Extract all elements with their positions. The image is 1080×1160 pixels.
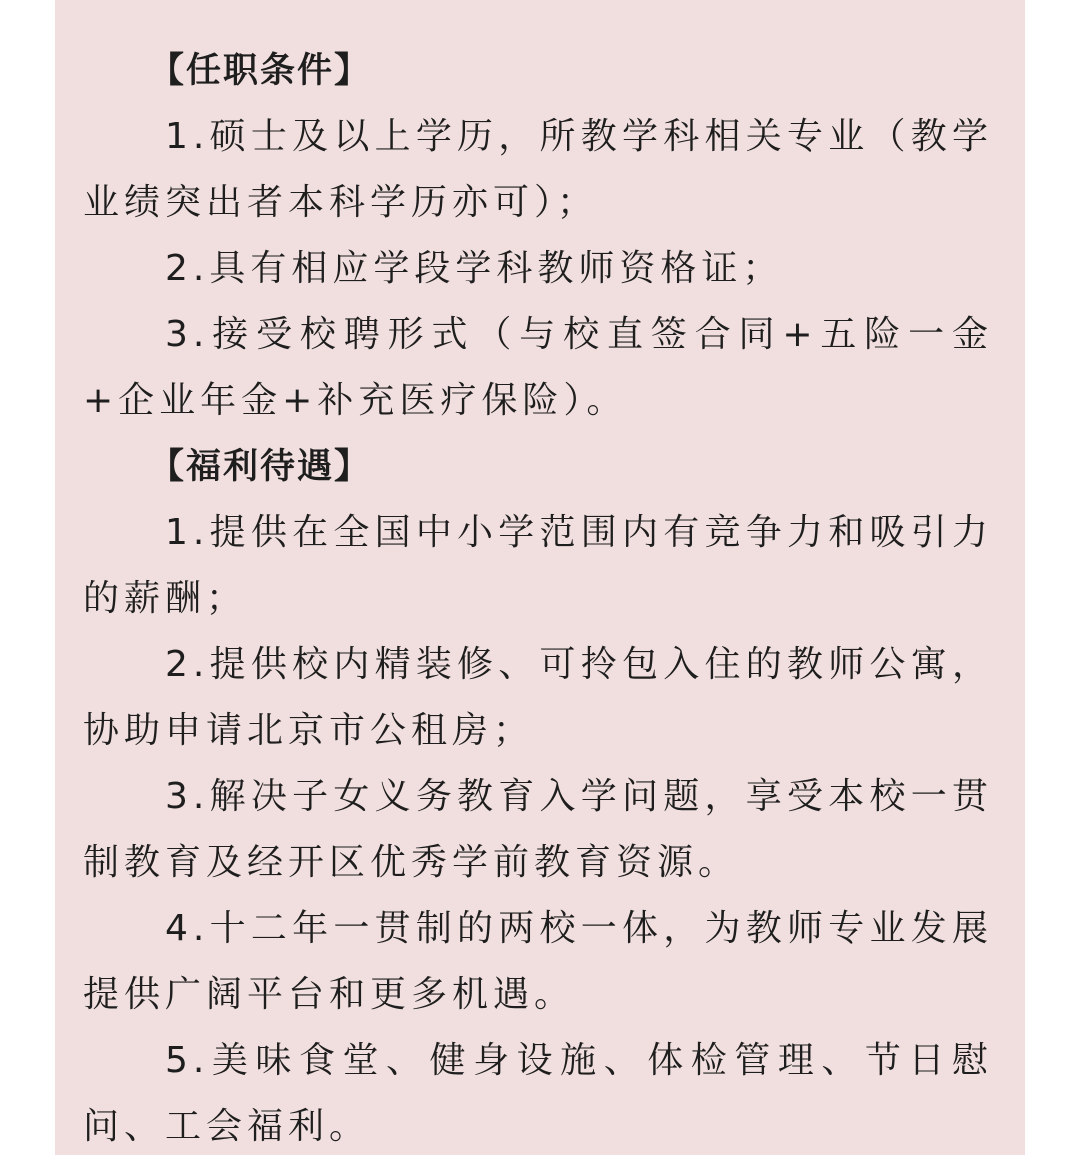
requirement-item-3: 3.接受校聘形式（与校直签合同+五险一金+企业年金+补充医疗保险）。	[83, 314, 993, 421]
requirements-heading: 【任职条件】	[149, 51, 372, 91]
benefit-item-3: 3.解决子女义务教育入学问题，享受本校一贯制教育及经开区优秀学前教育资源。	[83, 776, 993, 883]
requirement-item-2: 2.具有相应学段学科教师资格证；	[165, 248, 784, 289]
benefit-item-5: 5.美味食堂、健身设施、体检管理、节日慰问、工会福利。	[83, 1040, 993, 1147]
document-panel	[55, 0, 1025, 1155]
requirement-item-1: 1.硕士及以上学历，所教学科相关专业（教学业绩突出者本科学历亦可）；	[83, 116, 993, 223]
benefit-item-2: 2.提供校内精装修、可拎包入住的教师公寓，协助申请北京市公租房；	[83, 644, 993, 751]
benefit-item-4: 4.十二年一贯制的两校一体，为教师专业发展提供广阔平台和更多机遇。	[83, 908, 993, 1015]
benefits-heading: 【福利待遇】	[149, 447, 372, 487]
benefit-item-1: 1.提供在全国中小学范围内有竞争力和吸引力的薪酬；	[83, 512, 993, 619]
